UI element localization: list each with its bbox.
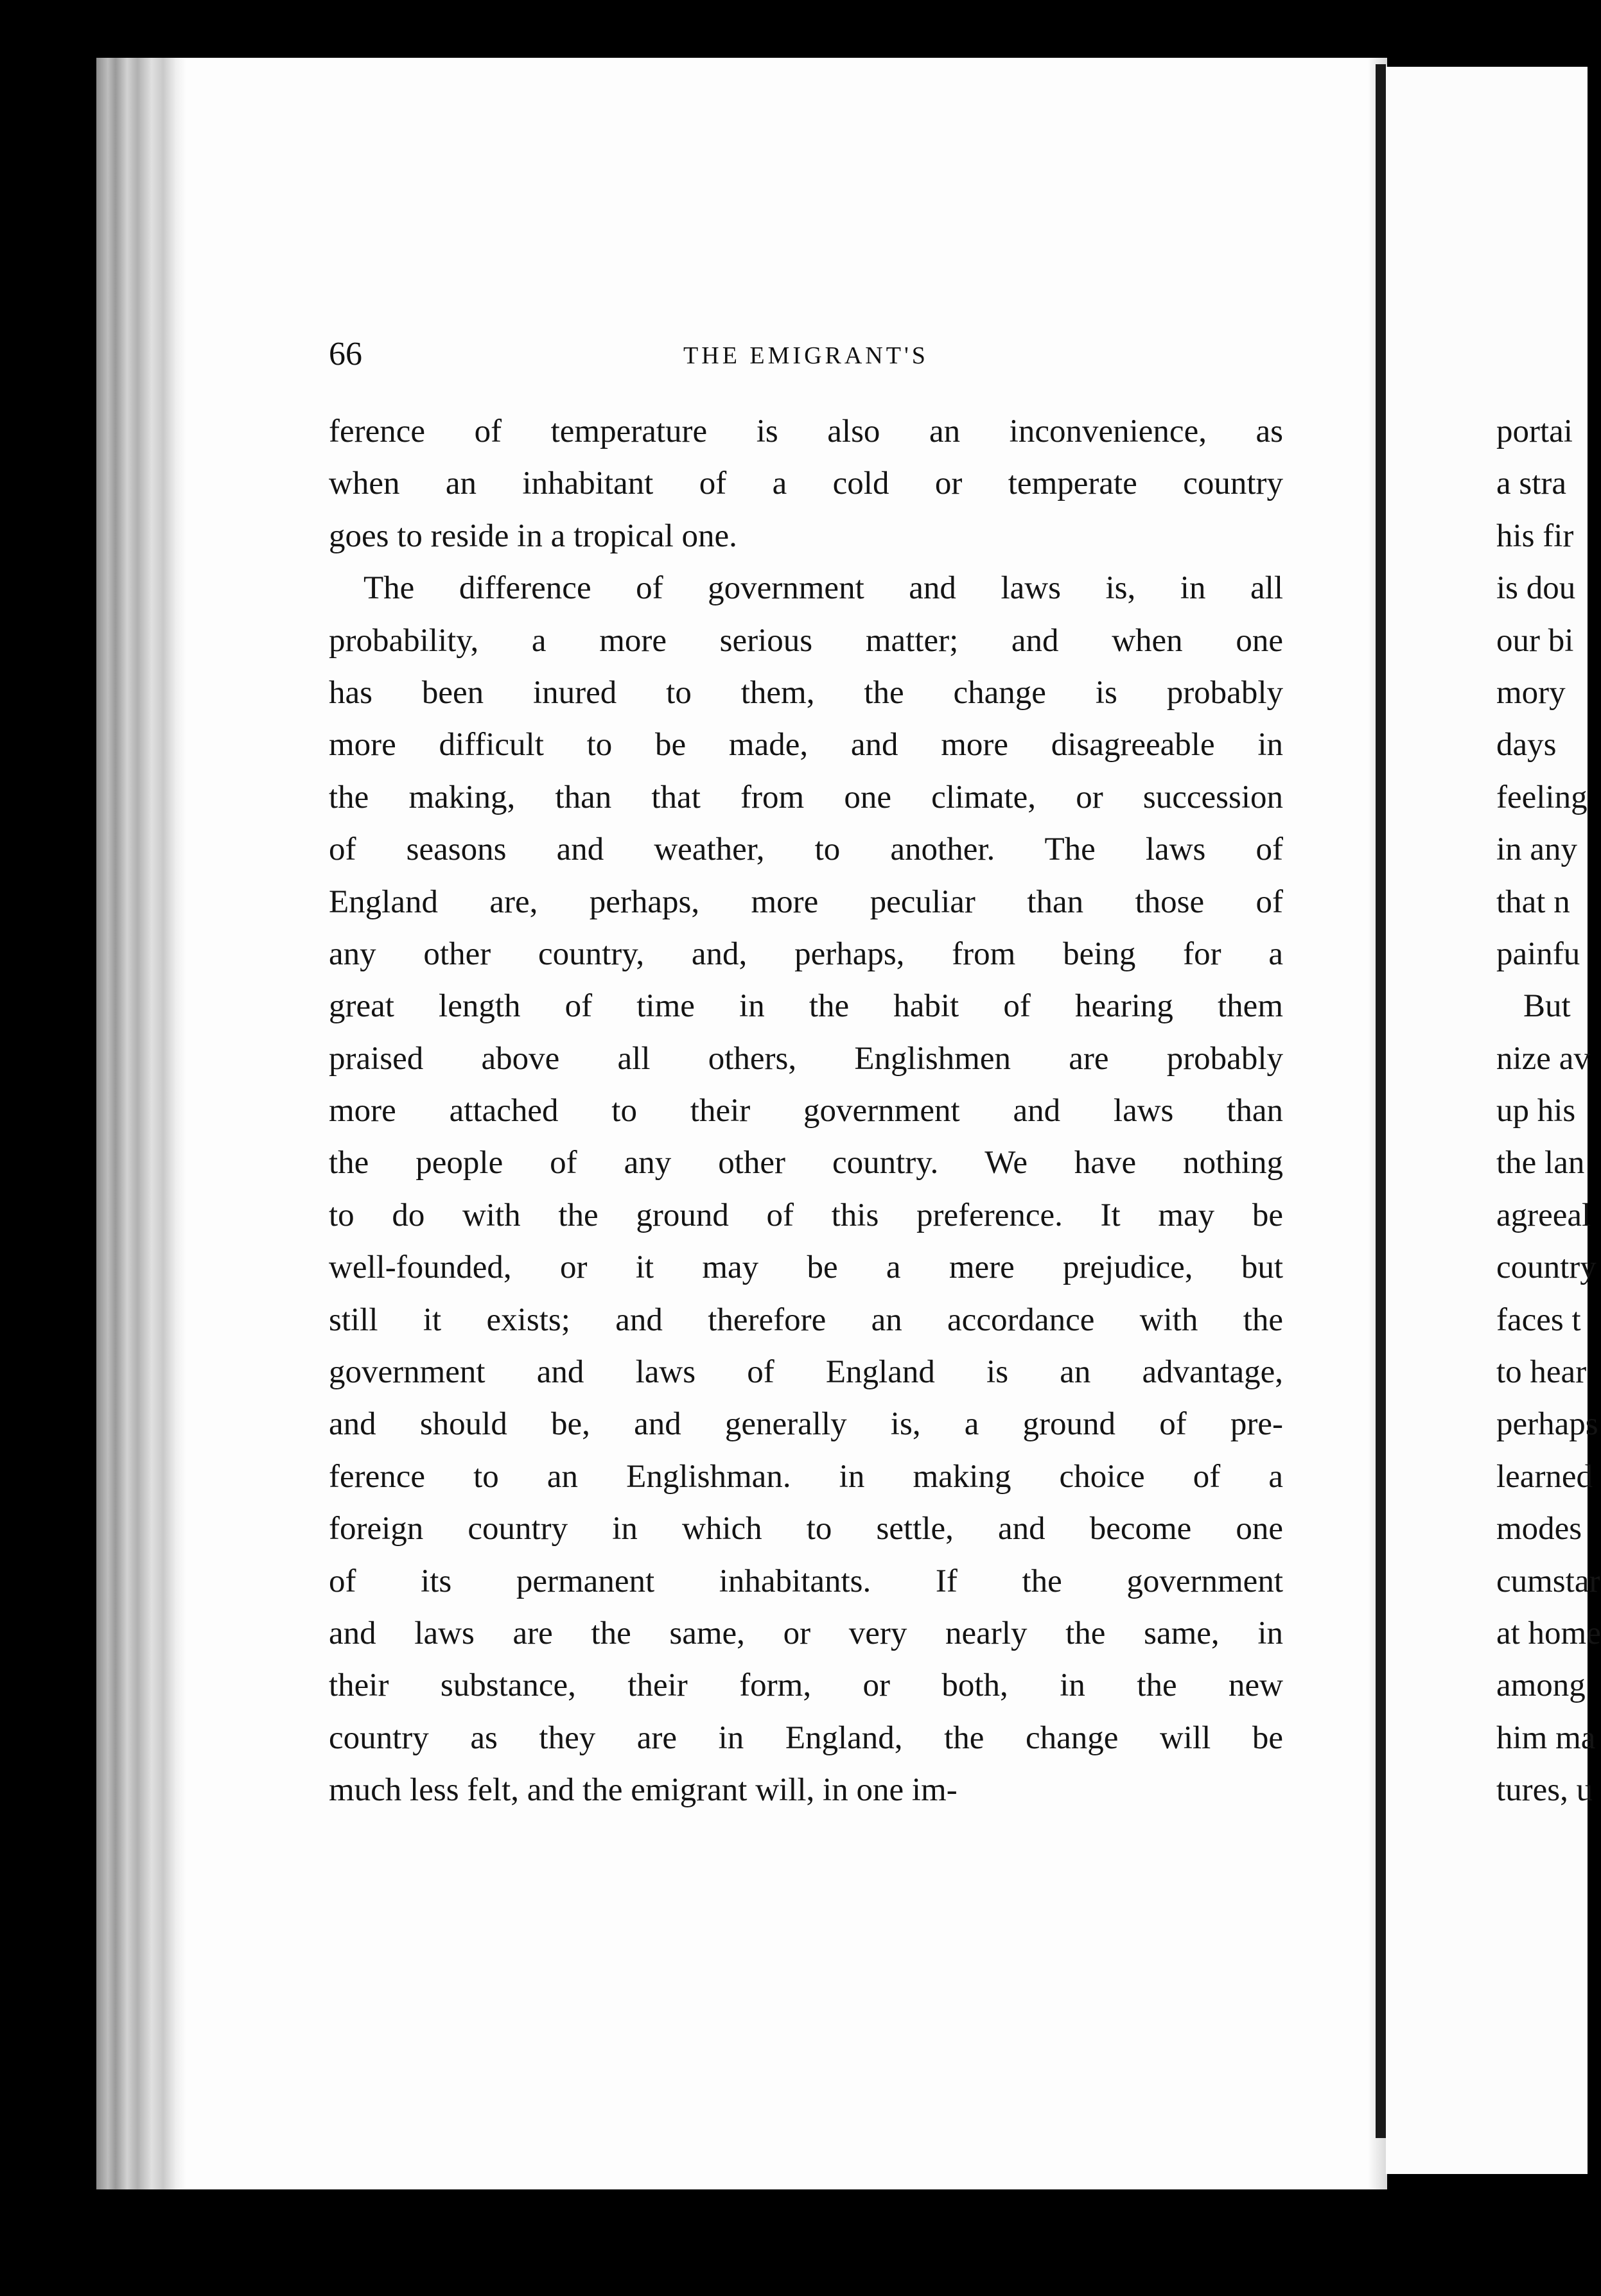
text-line: and should be, and generally is, a ground of pre- (329, 1406, 1283, 1443)
text-line: when an inhabitant of a cold or temperate country (329, 465, 1283, 502)
text-fragment: his fir (1496, 517, 1574, 554)
text-fragment: a stra (1496, 465, 1567, 502)
text-fragment: up his (1496, 1093, 1576, 1129)
text-fragment: to hear (1496, 1354, 1587, 1391)
right-page (1386, 67, 1601, 2174)
body-text (329, 406, 1283, 1817)
running-head-title: THE EMIGRANT'S (683, 342, 929, 369)
running-head (329, 330, 1283, 381)
text-fragment: But (1523, 988, 1571, 1025)
text-line: well-founded, or it may be a mere prejudice, but (329, 1249, 1283, 1286)
text-line: the making, than that from one climate, or succession (329, 779, 1283, 815)
text-fragment: learned (1496, 1458, 1593, 1495)
text-line: foreign country in which to settle, and become one (329, 1511, 1283, 1547)
text-line: of seasons and weather, to another. The laws of (329, 831, 1283, 868)
text-line: government and laws of England is an advantage, (329, 1354, 1283, 1391)
text-fragment: among (1496, 1667, 1586, 1704)
text-fragment: the lan (1496, 1145, 1585, 1181)
text-line: much less felt, and the emigrant will, in one im- (329, 1772, 958, 1809)
text-fragment: perhaps (1496, 1406, 1598, 1443)
text-fragment: feeling (1496, 779, 1588, 815)
text-line: any other country, and, perhaps, from being for a (329, 935, 1283, 972)
paragraph (329, 562, 1283, 1816)
text-fragment: agreeal (1496, 1197, 1591, 1233)
text-line: the people of any other country. We have nothing (329, 1145, 1283, 1181)
text-line: great length of time in the habit of hearing them (329, 988, 1283, 1025)
right-page-text (1496, 406, 1601, 1817)
book-spine (1376, 64, 1386, 2138)
text-line: ference to an Englishman. in making choice of a (329, 1458, 1283, 1495)
text-line: of its permanent inhabitants. If the government (329, 1563, 1283, 1599)
text-fragment: that n (1496, 883, 1570, 920)
text-fragment: nize av (1496, 1040, 1590, 1077)
text-fragment: at home (1496, 1615, 1601, 1651)
text-line: country as they are in England, the change will be (329, 1719, 1283, 1756)
text-line: goes to reside in a tropical one. (329, 517, 737, 554)
text-fragment: country (1496, 1249, 1597, 1286)
text-line: to do with the ground of this preference. It may be (329, 1197, 1283, 1233)
text-fragment: portai (1496, 413, 1573, 449)
text-line: probability, a more serious matter; and when one (329, 622, 1283, 659)
text-line: more difficult to be made, and more disagreeable in (329, 727, 1283, 763)
text-fragment: modes (1496, 1511, 1582, 1547)
page-number: 66 (329, 336, 362, 372)
text-fragment: is dou (1496, 570, 1576, 607)
page-edges (96, 58, 186, 2189)
text-fragment: our bi (1496, 622, 1574, 659)
text-fragment: cumstar (1496, 1563, 1600, 1599)
text-line: The difference of government and laws is, in all (363, 570, 1283, 607)
text-line: their substance, their form, or both, in the new (329, 1667, 1283, 1704)
text-line: still it exists; and therefore an accordance with the (329, 1301, 1283, 1338)
text-fragment: days (1496, 727, 1557, 763)
text-fragment: him ma (1496, 1719, 1596, 1756)
text-fragment: in any (1496, 831, 1578, 868)
text-fragment: faces t (1496, 1301, 1581, 1338)
text-fragment: tures, u (1496, 1772, 1593, 1809)
text-line: praised above all others, Englishmen are probably (329, 1040, 1283, 1077)
text-fragment: painfu (1496, 935, 1580, 972)
text-fragment: mory (1496, 674, 1566, 711)
text-line: has been inured to them, the change is probably (329, 674, 1283, 711)
text-line: England are, perhaps, more peculiar than those of (329, 883, 1283, 920)
paragraph (329, 406, 1283, 562)
text-line: and laws are the same, or very nearly the same, in (329, 1615, 1283, 1651)
text-line: more attached to their government and laws than (329, 1093, 1283, 1129)
text-line: ference of temperature is also an inconvenience, as (329, 413, 1283, 449)
